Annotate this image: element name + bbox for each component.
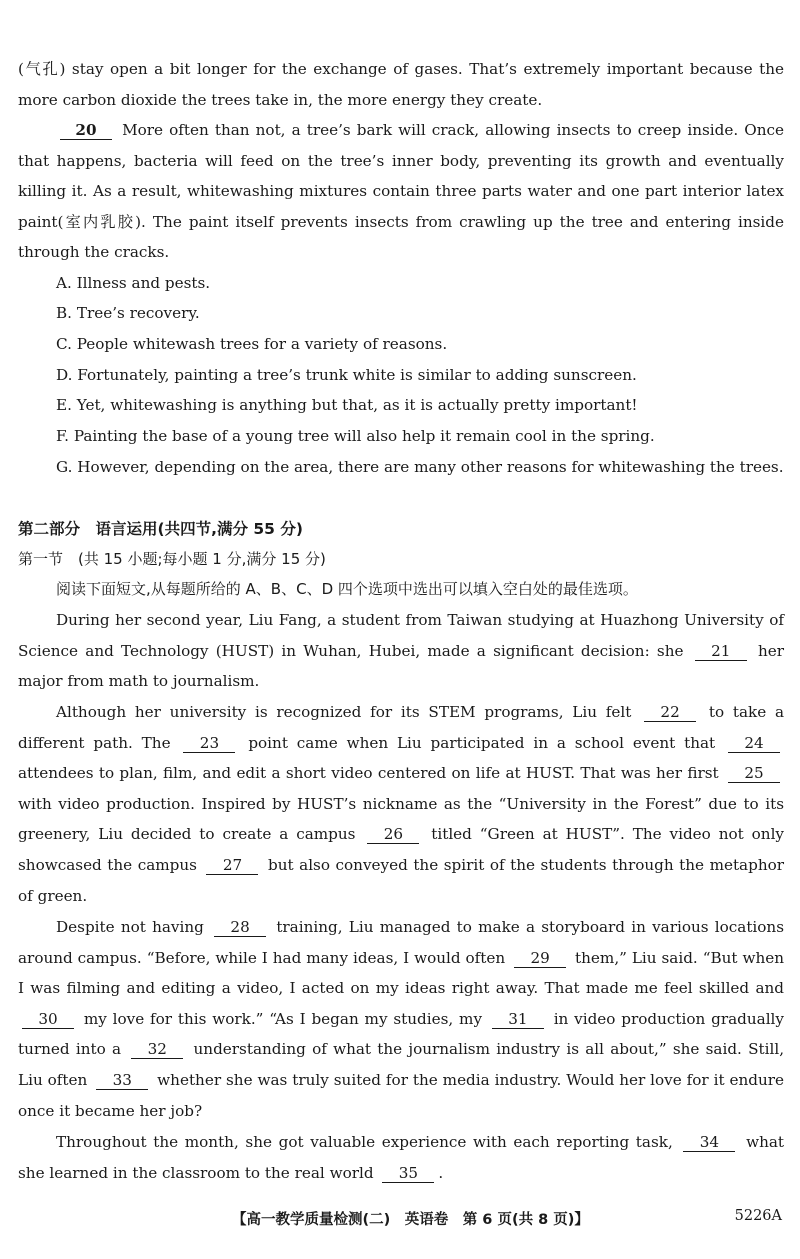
cloze-p2-text-5: with video production. Inspired by HUST’s nickname as the “University in the Forest” due to its greenery, Liu decided to create a campus: [18, 794, 784, 844]
cloze-p2-text-7: but also conveyed the spirit of the students through the metaphor of green.: [18, 855, 785, 905]
blank-24: 24: [728, 734, 780, 753]
option-g-text: However, depending on the area, there are many other reasons for whitewashing the trees.: [77, 458, 784, 476]
cloze-p3-text-6: understanding of what the journalism industry is all about,” she said. Still, Liu often: [18, 1040, 785, 1089]
blank-31: 31: [492, 1010, 544, 1029]
cloze-p3-text-2: training, Liu managed to make a storyboard in various locations around campus. “Before, while I had many ideas, I would often: [18, 918, 785, 967]
page-footer: [0, 1208, 800, 1238]
cloze-p4-text-1: Throughout the month, she got valuable experience with each reporting task,: [56, 1133, 673, 1151]
blank-33: 33: [96, 1071, 148, 1090]
option-b-label: B.: [56, 304, 72, 322]
option-e-text: Yet, whitewashing is anything but that, as it is actually pretty important!: [76, 396, 638, 414]
cloze-p2-text-6: titled “Green at HUST”. The video not only showcased the campus: [18, 825, 785, 874]
footer-title: 【高一教学质量检测(二) 英语卷 第 6 页(共 8 页)】: [232, 1212, 589, 1228]
blank-20: 20: [60, 121, 112, 140]
option-d-label: D.: [56, 366, 73, 384]
cloze-p2-text-4: attendees to plan, film, and edit a short video centered on life at HUST. That was her first: [18, 764, 719, 783]
paragraph-20-text: More often than not, a tree’s bark will crack, allowing insects to creep inside. Once that happens, bacteria will feed on the tree’s inner body, preventing its growth and eventually killing it. As a result, whitewashing mixtures contain three parts water and one part interior latex paint(室内乳胶). The paint itself prevents insects from crawling up the tree and entering inside through the cracks.: [18, 121, 785, 262]
option-f: [56, 421, 784, 452]
cloze-paragraph-1: [18, 605, 784, 697]
cloze-p2-text-1: Although her university is recognized for its STEM programs, Liu felt: [56, 703, 632, 721]
option-g-label: G.: [56, 458, 73, 476]
option-a-text: Illness and pests.: [76, 274, 211, 292]
blank-25: 25: [728, 764, 780, 783]
cloze-p2-text-3: point came when Liu participated in a school event that: [248, 733, 716, 752]
option-d: [56, 360, 784, 391]
option-f-text: Painting the base of a young tree will also help it remain cool in the spring.: [73, 427, 655, 445]
passage-continuation: [18, 54, 784, 115]
option-e-label: E.: [56, 396, 72, 414]
cloze-p3-text-4: my love for this work.” “As I began my studies, my: [83, 1009, 483, 1028]
section-title: 第二部分 语言运用(共四节,满分 55 分): [18, 520, 303, 538]
section-instruction: 阅读下面短文,从每题所给的 A、B、C、D 四个选项中选出可以填入空白处的最佳选项。: [56, 580, 638, 598]
blank-26: 26: [367, 825, 419, 844]
cloze-p1-text-2: her major from math to journalism.: [18, 641, 785, 691]
option-c-text: People whitewash trees for a variety of reasons.: [76, 335, 448, 353]
cloze-p1-text-1: During her second year, Liu Fang, a student from Taiwan studying at Huazhong University of Science and Technology (HUST) in Wuhan, Hubei, made a significant decision: she: [18, 611, 784, 660]
cloze-p3-text-5: in video production gradually turned into a: [18, 1009, 784, 1059]
option-a: [56, 268, 784, 299]
cloze-p4-text-3: .: [438, 1163, 444, 1182]
option-b-text: Tree’s recovery.: [76, 304, 200, 322]
cloze-p4-text-2: what she learned in the classroom to the real world: [18, 1133, 785, 1182]
blank-23: 23: [183, 734, 235, 753]
blank-35: 35: [382, 1164, 434, 1183]
option-g: [56, 452, 784, 483]
blank-30: 30: [22, 1010, 74, 1029]
cloze-paragraph-3: [18, 912, 784, 1126]
option-f-label: F.: [56, 427, 69, 445]
option-d-text: Fortunately, painting a tree’s trunk white is similar to adding sunscreen.: [77, 366, 637, 384]
continuation-text: (气孔) stay open a bit longer for the exchange of gases. That’s extremely important because the more carbon dioxide the trees take in, the more energy they create.: [18, 60, 784, 109]
blank-34: 34: [683, 1133, 735, 1152]
option-c: [56, 329, 784, 360]
cloze-paragraph-2: [18, 697, 784, 911]
cloze-paragraph-4: [18, 1127, 784, 1188]
blank-29: 29: [514, 949, 566, 968]
blank-21: 21: [695, 642, 747, 661]
section-subtitle: 第一节 (共 15 小题;每小题 1 分,满分 15 分): [18, 550, 326, 568]
option-a-label: A.: [56, 274, 72, 292]
passage-paragraph-20: [18, 115, 784, 268]
blank-22: 22: [644, 703, 696, 722]
option-e: [56, 390, 784, 421]
option-c-label: C.: [56, 335, 72, 353]
cloze-p3-text-3: them,” Liu said. “But when I was filming and editing a video, I acted on my ideas right away. That made me feel skilled and: [18, 948, 784, 998]
cloze-p3-text-7: whether she was truly suited for the media industry. Would her love for it endure once it became her job?: [18, 1070, 785, 1120]
option-b: [56, 298, 784, 329]
footer-code: 5226A: [734, 1208, 782, 1224]
blank-27: 27: [206, 856, 258, 875]
cloze-p2-text-2: to take a different path. The: [18, 703, 785, 752]
cloze-p3-text-1: Despite not having: [56, 918, 204, 936]
blank-32: 32: [131, 1040, 183, 1059]
blank-28: 28: [214, 918, 266, 937]
